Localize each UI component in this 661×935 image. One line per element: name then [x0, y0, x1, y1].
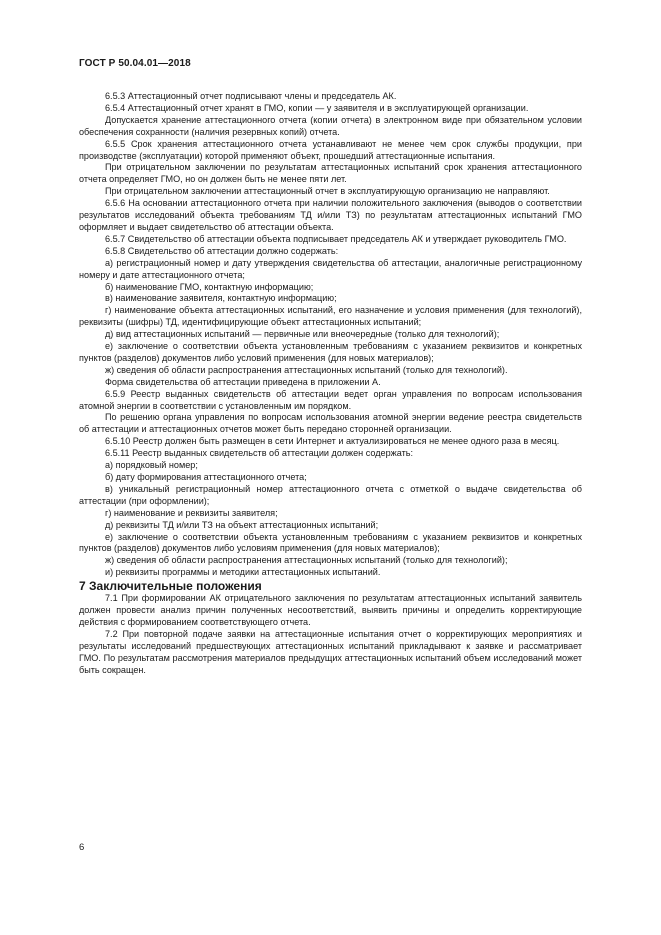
- paragraph: 6.5.4 Аттестационный отчет хранят в ГМО, копии — у заявителя и в эксплуатирующей организации.: [105, 102, 529, 113]
- list-item: а) регистрационный номер и дату утверждения свидетельства об аттестации, аналогичные регистрационному номеру и дате аттестационного отчета;: [79, 257, 582, 280]
- paragraph: 6.5.8 Свидетельство об аттестации должно содержать:: [105, 245, 339, 256]
- section-heading: 7 Заключительные положения: [79, 579, 262, 594]
- paragraph: 6.5.5 Срок хранения аттестационного отчета устанавливают не менее чем срок службы продукции, при производстве (эксплуатации) которой применяют объект, прошедший аттестационные испытания.: [79, 138, 582, 161]
- paragraph: 6.5.6 На основании аттестационного отчета при наличии положительного заключения (выводов о соответствии результатов исследований объекта требованиям ТД и/или ТЗ) по результатам аттестационных испытаний ГМО оформляет и выдает свидетельство об аттестации объекта.: [79, 198, 582, 232]
- list-item: г) наименование и реквизиты заявителя;: [105, 507, 278, 518]
- paragraph: Форма свидетельства об аттестации приведена в приложении А.: [105, 376, 381, 387]
- paragraph: 6.5.11 Реестр выданных свидетельств об аттестации должен содержать:: [105, 448, 414, 459]
- paragraph: Допускается хранение аттестационного отчета (копии отчета) в электронном виде при обязательном условии обеспечения сохранности (наличия резервных копий) отчета.: [79, 114, 582, 137]
- list-item: б) дату формирования аттестационного отчета;: [105, 472, 307, 482]
- list-item: е) заключение о соответствии объекта установленным требованиям с указанием реквизитов и конкретных пунктов (разделов) документов либо условий применения (для новых материалов);: [79, 341, 582, 363]
- paragraph: По решению органа управления по вопросам использования атомной энергии ведение реестра свидетельств об аттестации и аттестационных отчетов может быть передано сторонней организации.: [79, 412, 582, 435]
- list-item: и) реквизиты программы и методики аттестационных испытаний.: [105, 567, 381, 578]
- document-code: ГОСТ Р 50.04.01—2018: [79, 58, 191, 69]
- list-item: б) наименование ГМО, контактную информацию;: [105, 281, 314, 292]
- document-body: [79, 91, 582, 677]
- list-item: ж) сведения об области распространения аттестационных испытаний (только для технологий);: [105, 555, 508, 566]
- list-item: ж) сведения об области распространения аттестационных испытаний (только для технологий).: [105, 364, 508, 375]
- paragraph: 6.5.9 Реестр выданных свидетельств об аттестации ведет орган управления по вопросам использования атомной энергии в соответствии с установленным им порядком.: [79, 388, 582, 411]
- paragraph: 6.5.7 Свидетельство об аттестации объекта подписывает председатель АК и утверждает руководитель ГМО.: [105, 233, 567, 244]
- paragraph: 7.1 При формировании АК отрицательного заключения по результатам аттестационных испытаний заявитель должен провести анализ причин полученных несоответствий, выявить причины и определить корректирующие действия с формированием соответствующего отчета.: [79, 593, 582, 627]
- list-item: г) наименование объекта аттестационных испытаний, его назначение и условия применения (для технологий), реквизиты (шифры) ТД, идентифицирующие объект аттестационных испытаний;: [79, 305, 582, 328]
- page-number: 6: [79, 842, 85, 853]
- paragraph: 7.2 При повторной подаче заявки на аттестационные испытания отчет о корректирующих мероприятиях и результаты исследований предшествующих аттестационных испытаний прикладывают к заявке и рассматривает ГМО. По результатам рассмотрения материалов предыдущих аттестационных испытаний объем исследований может быть сокращен.: [79, 628, 582, 675]
- list-item: в) наименование заявителя, контактную информацию;: [105, 293, 337, 304]
- paragraph: При отрицательном заключении аттестационный отчет в эксплуатирующую организацию не направляют.: [105, 186, 550, 197]
- list-item: д) вид аттестационных испытаний — первичные или внеочередные (только для технологий);: [105, 329, 500, 340]
- paragraph: 6.5.3 Аттестационный отчет подписывают члены и председатель АК.: [105, 91, 397, 101]
- list-item: а) порядковый номер;: [105, 460, 198, 471]
- paragraph: При отрицательном заключении по результатам аттестационных испытаний срок хранения аттестационного отчета определяет ГМО, но он должен быть не менее пяти лет.: [79, 162, 582, 185]
- paragraph: 6.5.10 Реестр должен быть размещен в сети Интернет и актуализироваться не менее одного раза в месяц.: [105, 436, 560, 447]
- list-item: д) реквизиты ТД и/или ТЗ на объект аттестационных испытаний;: [105, 519, 379, 530]
- list-item: в) уникальный регистрационный номер аттестационного отчета с отметкой о выдаче свидетельства об аттестации (при оформлении);: [79, 483, 582, 506]
- list-item: е) заключение о соответствии объекта установленным требованиям с указанием реквизитов и конкретных пунктов (разделов) документов либо условиям применения (для новых материалов);: [79, 531, 582, 554]
